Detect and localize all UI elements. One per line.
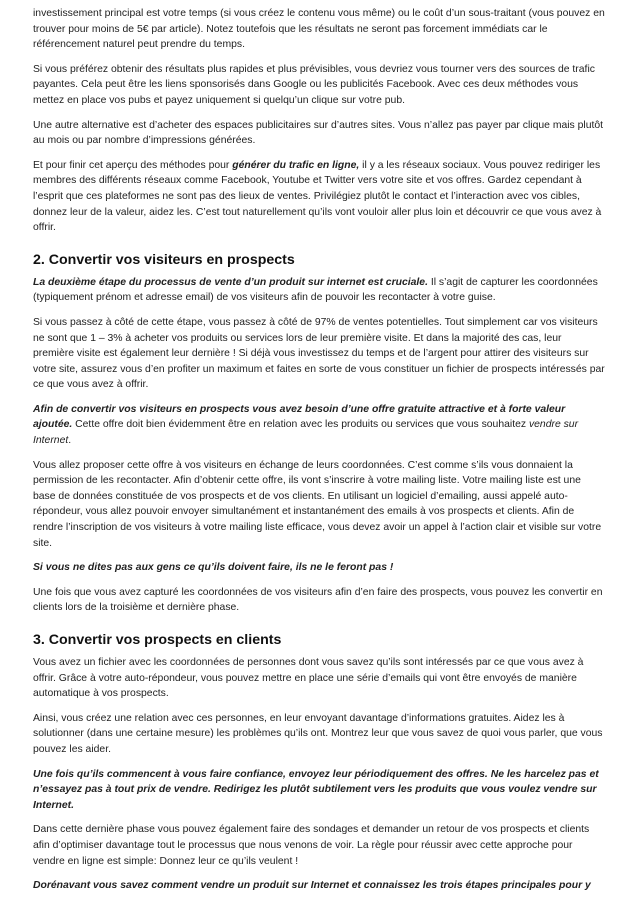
text-run: Il s’agit de capturer les coordonnées (typiquement prénom et adresse email) de vos visiteurs afin de pouvoir les recontacter à votre guise. [33,276,598,304]
emphasis-text: Une fois qu’ils commencent à vous faire confiance, envoyez leur périodiquement des offres. Ne les harcelez pas et n’essayez pas à tout prix de vendre. Redirigez les plutôt subtilement vers les produits que vous voulez vendre sur Internet. [33,768,599,811]
text-run: Dans cette dernière phase vous pouvez également faire des sondages et demander un retour de vos prospects et clients afin d’optimiser davantage tout le processus que nous venons de voir. La règle pour réussir avec cette approche pour vendre en ligne est simple: Donnez leur ce qu’ils veulent ! [33,824,590,867]
emphasis-text: Dorénavant vous savez comment vendre un produit sur Internet et connaissez les trois étapes principales pour y [33,880,591,892]
text-run: Si vous préférez obtenir des résultats plus rapides et plus prévisibles, vous devriez vous tourner vers des sources de trafic payantes. Cela peut être les liens sponsorisés dans Google ou les publicités Facebook. Avec ces deux méthodes vous mettez en place vos pubs et payez uniquement si quelqu’un clique sur votre pub. [33,63,595,106]
text-run: Si vous passez à côté de cette étape, vous passez à côté de 97% de ventes potentielles. Tout simplement car vos visiteurs ne sont que 1 – 3% à acheter vos produits ou services lors de leur première visite. Et dans la majorité des cas, leur première visite est également leur dernière ! Si déjà vous investissez du temps et de l’argent pour attirer des visiteurs sur votre site, assurez vous d’en profiter un maximum et faites en sorte de vous constituer un fichier de prospects intéressés par ce que vous avez à offrir. [33,316,605,391]
paragraph [33,6,605,53]
paragraph [33,62,605,109]
section-heading [33,251,605,269]
paragraph [33,315,605,393]
text-run: Vous avez un fichier avec les coordonnées de personnes dont vous savez qu’ils sont intéressés par ce que vous avez à offrir. Grâce à votre auto-répondeur, vous pouvez mettre en place une série d’emails qui vont être envoyés de manière automatique à vos prospects. [33,657,584,700]
paragraph [33,655,605,702]
paragraph [33,585,605,616]
text-run: investissement principal est votre temps (si vous créez le contenu vous même) ou le coût d’un sous-traitant (vous pouvez en trouver pour moins de 5€ par article). Notez toutefois que les résultats ne seront pas forcement immédiats car le référencement naturel peut prendre du temps. [33,8,605,51]
emphasis-text: générer du trafic en ligne, [232,159,360,171]
paragraph [33,878,605,894]
paragraph [33,275,605,306]
text-run: Vous allez proposer cette offre à vos visiteurs en échange de leurs coordonnées. C’est comme s’ils vous donnaient la permission de les recontacter. Afin d’obtenir cette offre, ils vont s’inscrire à votre mailing liste. Votre mailing liste est une base de données constituée de vos prospects et de vos clients. En utilisant un logiciel d’emailing, aussi appelé auto-répondeur, vous allez pouvoir envoyer simultanément et instantanément des emails à vos prospects et clients. Afin de rendre l’inscription de vos visiteurs à votre mailing liste efficace, vous devez avoir un appel à l’action clair et visible sur votre site. [33,459,602,549]
text-run: 2. Convertir vos visiteurs en prospects [33,251,295,268]
paragraph [33,402,605,449]
text-run: il y a les réseaux sociaux. Vous pouvez rediriger les membres des différents réseaux comme Facebook, Youtube et Twitter vers votre site et vos offres. Gardez cependant à l’esprit que ces plateformes ne sont pas des lieux de ventes. Privilégiez plutôt le contact et l’interaction avec vos cibles, donnez leur de la valeur, aidez les. C’est tout naturellement qu’ils vont vouloir aller plus loin et découvrir ce que vous avez à offrir. [33,159,602,234]
section-heading [33,631,605,649]
paragraph [33,560,605,576]
italic-text: vendre sur Internet [33,419,579,447]
paragraph [33,711,605,758]
emphasis-text: Afin de convertir vos visiteurs en prospects vous avez besoin d’une offre gratuite attractive et à forte valeur ajoutée. [33,403,566,431]
emphasis-text: Si vous ne dites pas aux gens ce qu’ils doivent faire, ils ne le feront pas ! [33,562,394,574]
text-run: 3. Convertir vos prospects en clients [33,632,282,648]
paragraph [33,458,605,552]
paragraph [33,767,605,814]
text-run: . [68,435,72,447]
paragraph [33,118,605,149]
paragraph [33,158,605,236]
text-run: Une autre alternative est d’acheter des espaces publicitaires sur d’autres sites. Vous n’allez pas payer par clique mais plutôt au mois ou par nombre d’impressions générées. [33,119,604,147]
text-run: Et pour finir cet aperçu des méthodes pour [33,159,233,171]
text-run: Ainsi, vous créez une relation avec ces personnes, en leur envoyant davantage d’informations gratuites. Aidez les à solutionner (dans une certaine mesure) les problèmes qu’ils ont. Montrez leur que vous savez de quoi vous parler, que vous pouvez les aider. [33,712,603,755]
text-run: Une fois que vous avez capturé les coordonnées de vos visiteurs afin d’en faire des prospects, vous pouvez les convertir en clients lors de la troisième et dernière phase. [33,586,603,614]
emphasis-text: La deuxième étape du processus de vente d’un produit sur internet est cruciale. [33,276,428,288]
paragraph [33,822,605,869]
text-run: Cette offre doit bien évidemment être en relation avec les produits ou services que vous souhaitez [72,419,529,431]
